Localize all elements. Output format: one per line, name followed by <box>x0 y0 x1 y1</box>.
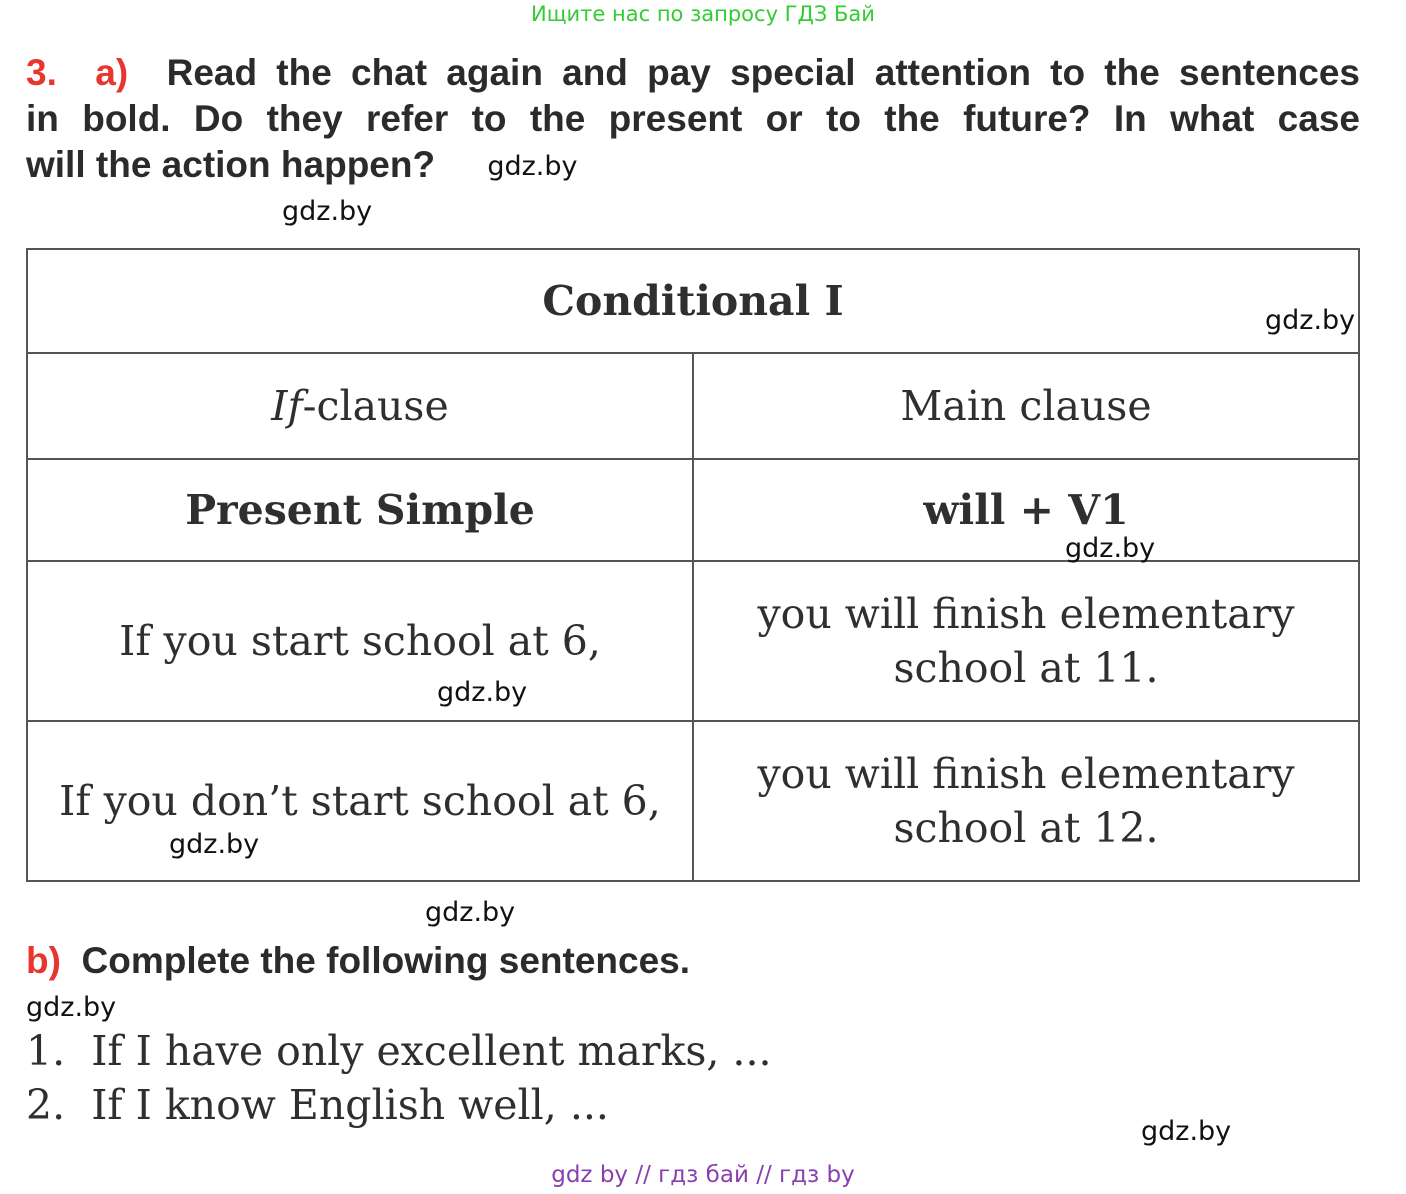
main-clause-line-1: you will finish elementary <box>757 750 1295 798</box>
main-clause-form: will + V1 <box>693 459 1359 561</box>
part-b-text: Complete the following sentences. <box>81 940 691 981</box>
if-clause-form: Present Simple <box>27 459 693 561</box>
watermark: gdz.by <box>487 151 578 182</box>
watermark: gdz.by <box>1141 1116 1232 1147</box>
if-clause-rest: -clause <box>302 382 449 430</box>
watermark: gdz.by <box>169 829 260 860</box>
main-clause-line-2: school at 11. <box>893 644 1159 692</box>
watermark: gdz.by <box>437 677 528 708</box>
watermark: gdz.by <box>282 196 373 227</box>
top-banner: Ищите нас по запросу ГДЗ Бай <box>531 2 875 26</box>
example-if-clause: If you start school at 6, <box>27 561 693 721</box>
part-b-instructions <box>26 940 690 982</box>
watermark: gdz.by <box>26 992 117 1023</box>
if-italic: If <box>271 382 303 430</box>
watermark: gdz.by <box>425 897 516 928</box>
task-3-instructions <box>26 50 1360 192</box>
part-a-text-line-2: in bold. Do they refer to the present or to the future? In what case <box>26 98 1360 139</box>
if-clause-header <box>27 353 693 459</box>
exercise-item <box>26 1081 609 1129</box>
main-clause-line-1: you will finish elementary <box>757 590 1295 638</box>
main-clause-line-2: school at 12. <box>893 804 1159 852</box>
part-a-text-line-1: Read the chat again and pay special attention to the sentences <box>166 52 1360 93</box>
conditional-table <box>26 248 1360 882</box>
task-line-3 <box>26 142 1360 192</box>
example-if-clause: If you don’t start school at 6, <box>27 721 693 881</box>
exercise-number: 2. <box>26 1081 66 1129</box>
exercise-text: If I know English well, ... <box>91 1081 609 1129</box>
task-number: 3. <box>26 52 57 93</box>
main-clause-header: Main clause <box>693 353 1359 459</box>
watermark: gdz.by <box>1065 533 1156 564</box>
part-a-label: a) <box>95 52 129 93</box>
exercise-number: 1. <box>26 1027 66 1075</box>
example-main-clause <box>693 561 1359 721</box>
watermark: gdz.by <box>1265 305 1356 336</box>
footer-links: gdz by // гдз бай // гдз by <box>551 1162 855 1188</box>
part-b-label: b) <box>26 940 61 981</box>
table-title: Conditional I <box>27 249 1359 353</box>
exercise-text: If I have only excellent marks, ... <box>91 1027 772 1075</box>
part-a-text-line-3: will the action happen? <box>26 144 436 185</box>
example-main-clause <box>693 721 1359 881</box>
task-line-1 <box>26 50 1360 96</box>
exercise-item <box>26 1027 772 1075</box>
